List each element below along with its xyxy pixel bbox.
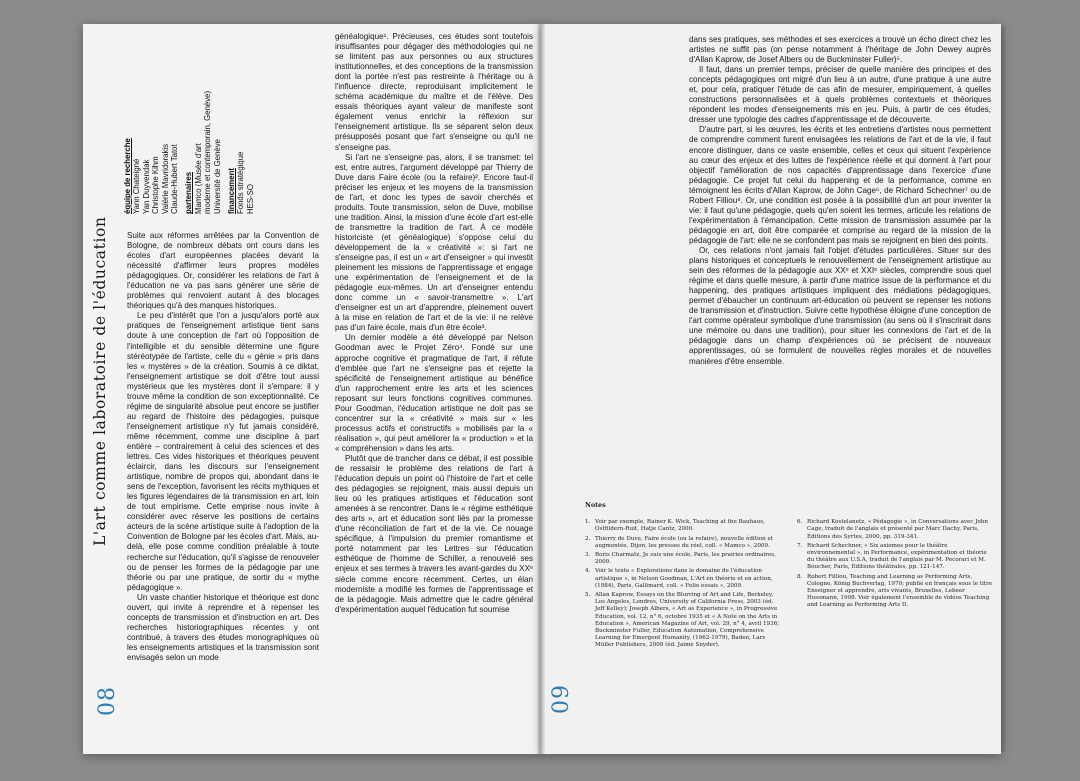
footnote-number: 7. (797, 542, 803, 549)
footnote-text: Richard Schechner, « Six axiomes pour le théâtre environnemental », in Performance, expérimentation et théorie du théâtre aux U.S.A, traduit de l'anglais par M. Pecorari et M. Boucher, Paris, Éditions théâtrales, pp. 121-147. (807, 542, 987, 571)
footnote-number: 4. (585, 568, 591, 575)
right-column (689, 35, 991, 367)
paragraph: D'autre part, si les œuvres, les écrits et les entretiens d'artistes nous permettent de comprendre comment furent envisagées les relations de l'art et de la vie, il faut encore distinguer, dans ce vaste ensemble, celles et ceux qui situent l'expérience au cœur des enjeux et des luttes de l'expérience réelle et qui donnent à l'art pour objectif l'amélioration de nos capacités d'apprentissage dans l'exercice d'une pédagogie. Ce projet fut celui du happening et de la performance, comme en témoignent les écrits d'Allan Kaprow, de John Cage⁶, de Richard Schechner⁷ ou de Robert Filliou⁸. Or, une condition est posée à la possibilité d'un art pour inventer la vie: il faut qu'une pédagogie, quels qu'en soient les termes, articule les relations de l'expérimentation à l'émancipation. Cette mission de transmission assumée par la pédagogie en art, doit être comparée et comprise au regard de la mission de la pédagogie de l'art: elle ne se confondent pas mais se rejoignent en bien des points. (689, 125, 991, 245)
credit-line: Mamco (Musée d'art (193, 143, 203, 214)
vertical-title-text: L'art comme laboratoire de l'éducation (91, 216, 109, 546)
footnote-text: Allan Kaprow, Essays on the Blurring of Art and Life, Berkeley, Los Angeles, Londres, University of California Press, 2003 (éd. Jeff Kelley); Joseph Albers, « Art as Experience », in Progressive Education, vol. 12, n° 6, octobre 1935 et « A Note on the Arts in Education », American Magazine of Art, vol. 29, n° 4, avril 1936; Buckminster Fuller, Education Automation, Comprehensive Learning for Emergent Humanity, (1962-1979), Baden, Lars Müller Publishers, 2009 (éd. Jaime Snyder). (595, 592, 780, 649)
left-column-2 (335, 32, 533, 615)
footnote (585, 536, 783, 550)
footnote-text: Voir par exemple, Rainer K. Wick, Teaching at the Bauhaus, Ostfildern-Ruit, Hatje Cantz, 2000. (595, 519, 765, 533)
credit-line: Yan Duyvendak (141, 159, 151, 214)
notes-title: Notes (585, 501, 606, 509)
vertical-title (91, 216, 115, 546)
paragraph: Il faut, dans un premier temps, préciser de quelle manière des principes et des concepts pédagogiques ont migré d'un lieu à un autre, d'une pratique à une autre et, pour cela, pratiquer l'étude de cas afin de mesurer, empiriquement, à quelles constructions personnalisées et à quels problèmes contextuels et théoriques répondent les modes d'enseignements mis en jeu. Puis, à partir de ces études, dresser une typologie des cadres d'apprentissage et de découverte. (689, 65, 991, 125)
footnote-text: Robert Filliou, Teaching and Learning as Performing Arts, Cologne, König Buchverlag, 1970; publié en français sous le titre Enseigner et apprendre, arts vivants, Bruxelles, Lebeer Hossmann, 1998. Voir également l'ensemble de vidéos Teaching and Learning as Performing Arts II. (807, 573, 993, 609)
credits-list (123, 66, 255, 214)
credit-group (184, 66, 222, 214)
footnote (585, 592, 783, 650)
footnote (797, 574, 995, 610)
notes-column-right (797, 519, 995, 651)
footnote-number: 5. (585, 592, 591, 599)
paragraph: Suite aux réformes arrêtées par la Convention de Bologne, de nombreux débats ont cours dans les écoles d'art européennes placées devant la nécessité d'affirmer leurs propres modèles pédagogiques. Or, considérer les relations de l'art à l'éducation ne va pas sans générer une série de problèmes qui renvoient autant à des blocages théoriques qu'à des manques historiques. (127, 231, 319, 311)
book-spine (537, 24, 545, 754)
footnote-number: 1. (585, 519, 591, 526)
footnote-text: Voir le texte « Explorations dans le domaine de l'éducation artistique », in Nelson Goodman, L'Art en théorie et en action, (1984), Paris, Gallimard, coll. « Folio essais », 2009. (595, 568, 773, 589)
footnote (797, 519, 995, 541)
credit-line: HES-SO (245, 184, 255, 214)
notes-section (585, 502, 995, 652)
footnote-number: 3. (585, 552, 591, 559)
left-page (83, 24, 541, 754)
credit-heading: financement (227, 168, 237, 214)
credit-group (227, 66, 255, 214)
footnote (585, 519, 783, 533)
footnote-number: 6. (797, 519, 803, 526)
notes-column-left (585, 519, 783, 651)
credit-heading: partenaires (184, 171, 194, 214)
footnote-number: 8. (797, 573, 803, 580)
credit-line: Claude-Hubert Tatot (170, 144, 180, 214)
footnote (585, 552, 783, 566)
paragraph: Le peu d'intérêt que l'on a jusqu'alors porté aux pratiques de l'enseignement artistique tient sans doute à une conception de l'art où l'opposition de l'intelligible et du sensible détermine une figure stéréotypée de l'artiste, celle du « génie » pris dans les « mystères » de la création. Soumis à ce diktat, l'enseignement artistique se doit d'être tout aussi mystérieux que les mystères dont il s'empare: il y trouve même la condition de son exceptionnalité. Ce régime de singularité absolue peut encore se justifier au regard de l'histoire des pédagogies, puisque l'enseignement artistique n'y fut jamais considéré, même récemment, comme une discipline à part entière – contrairement à celui des sciences et des lettres. Ces vides historiques et théoriques peuvent éclaircir, dans les discours sur l'enseignement artistique, nombre de propos qui, abondant dans le sens de l'exception, favorisent les récits mythiques et les figures légendaires de la transmission en art, loin de tout empirisme. Cette emprise nous invite à considérer avec réserve les positions de certains acteurs de la scène artistique suite à l'adoption de la Convention de Bologne par les écoles d'art. Mais, au-delà, elle pose comme condition préalable à toute recherche sur l'éducation, qu'il s'agisse de renouveler ou de penser les formes de la pédagogie par une théorie ou par une pratique, de sortir du « mythe pédagogique ». (127, 311, 319, 592)
paragraph: généalogique¹. Précieuses, ces études sont toutefois insuffisantes pour dégager des méthodologies qui ne se limitent pas aux personnes ou aux structures institutionnelles, et des conceptions de la transmission dont la portée n'est pas restreinte à l'héritage ou à l'influence directe, reproduisant implicitement le schéma académique du maître et de l'élève. Des essais théoriques ayant valeur de manifeste sont également venus enrichir la réflexion sur l'enseignement artistique. Ils se séparent selon deux présupposés posant que l'art s'enseigne ou qu'il ne s'enseigne pas. (335, 32, 533, 152)
paragraph: Un dernier modèle a été développé par Nelson Goodman avec le Projet Zéro⁴. Fondé sur une approche cognitive et pragmatique de l'art, il réfute d'emblée que l'art ne s'enseigne pas et rejette la spécificité de l'enseignement artistique au bénéfice d'un rapprochement entre les arts et les sciences reposant sur leurs fonctions cognitives communes. Pour Goodman, l'éducation artistique ne doit pas se concentrer sur la « créativité » mais sur « les processus actifs et constructifs » mobilisés par la « réalisation », qui peut améliorer la « production » et la « compréhension » dans les arts. (335, 333, 533, 453)
credit-line: Christophe Kihm (151, 156, 161, 214)
credit-line: Valérie Mavridorakis (160, 143, 170, 214)
footnote (797, 543, 995, 572)
page-number-right: 09 (549, 684, 574, 714)
credits-block (123, 66, 303, 216)
paragraph: Or, ces relations n'ont jamais fait l'objet d'études particulières. Situer sur des plans historiques et conceptuels le renouvellement de l'enseignement artistique au sein des réformes de la pédagogie aux XXᵉ et XXIᵉ siècles, comprendre sous quel régime et dans quelle mesure, à partir d'une matrice issue de la performance et du happening, des pratiques artistiques impliquent des médiations pédagogiques, permet d'ébaucher un continuum art-éducation où peuvent se repenser les notions de transmission et d'instruction. Suivre cette hypothèse éloigne d'une conception de l'art comme opérateur symbolique d'une transmission (au sens où il s'inscrirait dans une mémoire ou dans une tradition), pour situer les connexions de l'art et de la pédagogie dans un champ d'expériences où se précisent de nouveaux apprentissages, où se formulent de nouvelles règles morales et de nouvelles manières d'être ensemble. (689, 245, 991, 366)
paragraph: Si l'art ne s'enseigne pas, alors, il se transmet: tel est, entre autres, l'argument développé par Thierry de Duve dans Faire école (ou la refaire)². Encore faut-il préciser les enjeux et les moyens de la transmission de l'art, et donc les types de savoir cherchés et produits. Toute transmission, selon de Duve, mobilise une tradition. Ainsi, la mission d'une école d'art est-elle de transmettre la tradition de l'art. À ce modèle historiciste (et généalogique) s'oppose celui du développement de la « créativité »: si l'art ne s'enseigne pas, il est un « art d'enseigner » qui investit pleinement les missions de l'apprentissage et engage une expérimentation de l'enseignement et de la pédagogie eux-mêmes. Un art d'enseigner entendu donc comme un « savoir-transmettre ». L'art d'enseigner est un art d'apprendre, pleinement ouvert à la mise en relation de l'art et de la vie: il ne relève pas d'un faire école, mais d'un être école³. (335, 152, 533, 333)
footnote-text: Thierry de Duve, Faire école (ou la refaire), nouvelle édition et augmentée, Dijon, les presses du réel, coll. « Mamco », 2009. (595, 535, 774, 549)
credit-group (123, 66, 179, 214)
footnote-number: 2. (585, 535, 591, 542)
right-page (541, 24, 1001, 754)
footnote-text: Richard Kostelanetz, « Pédagogie », in Conversations avec John Cage, traduit de l'anglais et présenté par Marc Dachy, Paris, Éditions des Syrtes, 2000, pp. 319-341. (807, 519, 988, 540)
credit-line: Université de Genève (212, 139, 222, 214)
credit-line: Fonds stratégique (236, 151, 246, 214)
page-number-left: 08 (95, 686, 120, 716)
footnote-text: Boris Charmatz, Je suis une école, Paris, les prairies ordinaires, 2009. (595, 552, 776, 566)
left-column-1 (127, 231, 319, 663)
paragraph: dans ses pratiques, ses méthodes et ses exercices a trouvé un écho direct chez les artistes ne suffit pas (on pense notamment à l'héritage de John Dewey auprès d'Allan Kaprow, de Josef Albers ou de Buckminster Fuller)⁵. (689, 35, 991, 65)
paragraph: Plutôt que de trancher dans ce débat, il est possible de ressaisir le problème des relations de l'art à l'éducation depuis un point où l'histoire de l'art et celle des pédagogies se rejoignent, mais aussi depuis un lieu où les pratiques artistiques et l'éducation sont amenées à se rencontrer. Dans le « régime esthétique des arts », art et éducation sont liés par la promesse d'une réconciliation de l'art et de la vie. Ce nouage spécifique, à l'impulsion du premier romantisme et porté notamment par les Lettres sur l'éducation esthétique de l'homme de Schiller, a renouvelé ses enjeux et ses termes à travers les avant-gardes du XXᵉ siècle comme encore récemment. Certes, un élan moderniste a modifié les formes de l'apprentissage et de la pédagogie. Mais admettre que le cadre général d'expérimentation auquel l'éducation fut soumise (335, 453, 533, 614)
credit-heading: équipe de recherche (123, 138, 132, 214)
credit-line: moderne et contemporain, Genève) (203, 90, 213, 214)
credit-line: Yann Chateigné (132, 158, 142, 214)
footnote (585, 568, 783, 590)
page-edge-shadow (1001, 26, 1007, 752)
paragraph: Un vaste chantier historique et théorique est donc ouvert, qui invite à reprendre et à repenser les concepts de transmission et d'instruction en art. Des recherches historiographiques récentes y ont contribué, à travers des études monographiques où les enseignements artistiques et la transmission sont envisagés selon un mode (127, 592, 319, 662)
